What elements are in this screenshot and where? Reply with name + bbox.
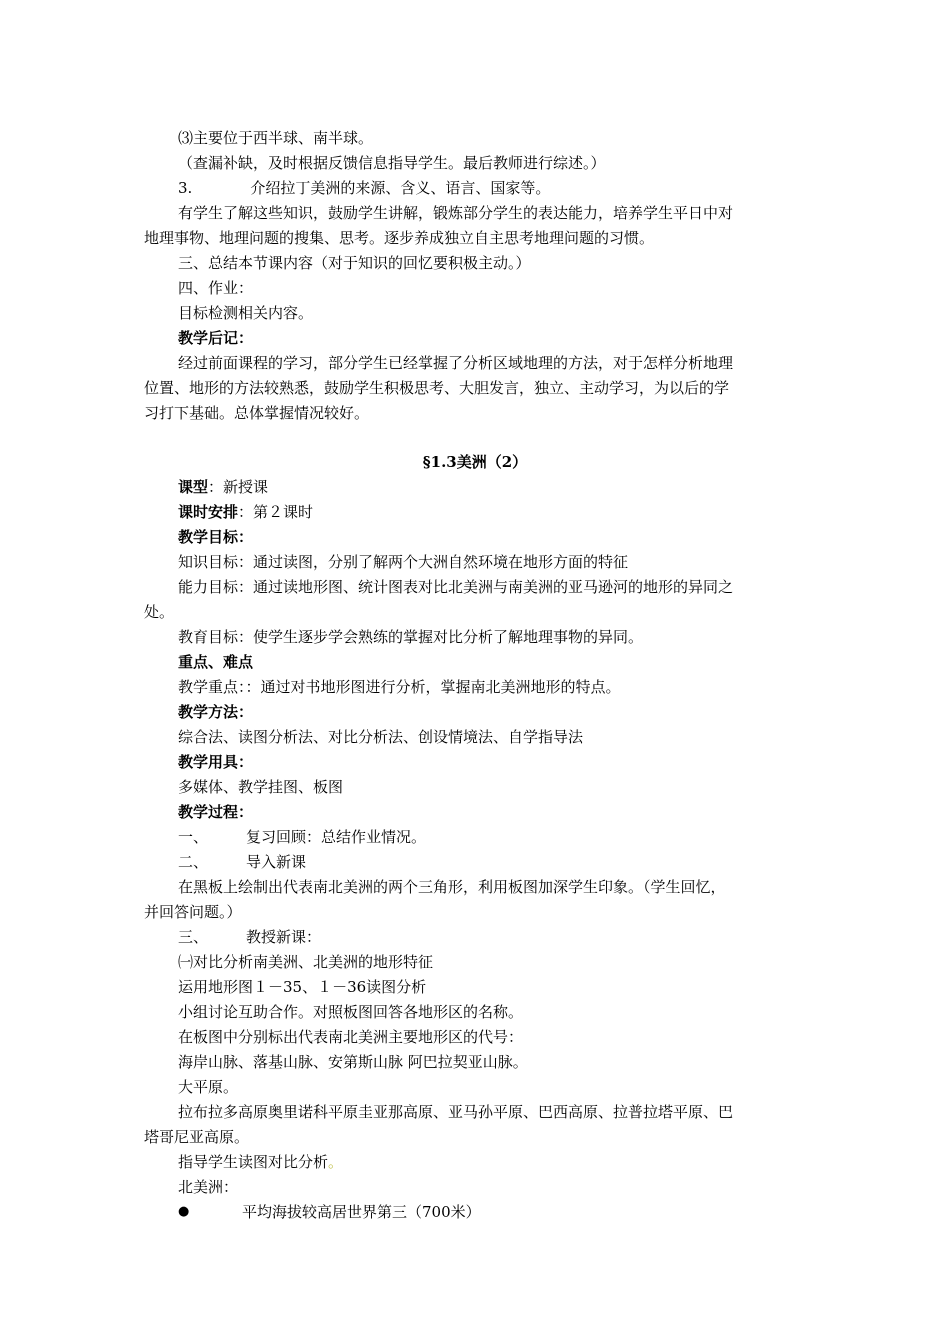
- text-line: 并回答问题。）: [144, 903, 242, 921]
- text-line: ㈠对比分析南美洲、北美洲的地形特征: [178, 953, 434, 971]
- text-line: 地理事物、地理问题的搜集、思考。逐步养成独立自主思考地理问题的习惯。: [144, 229, 655, 247]
- step-number: 一、: [178, 828, 209, 846]
- lesson-type-label: 课型: [178, 478, 209, 496]
- text-line: 拉布拉多高原奥里诺科平原圭亚那高原、亚马孙平原、巴西高原、拉普拉塔平原、巴: [178, 1103, 734, 1121]
- text-line: 多媒体、教学挂图、板图: [178, 778, 344, 796]
- text-fragment: 平均海拔较高居世界第三（700米: [242, 1203, 466, 1221]
- text-fragment: 指导学生读图对比分析: [178, 1153, 329, 1171]
- text-line: 教育目标：使学生逐步学会熟练的掌握对比分析了解地理事物的异同。: [178, 628, 644, 646]
- text-fragment: 。: [328, 1153, 344, 1171]
- text-line: 位置、地形的方法较熟悉，鼓励学生积极思考、大胆发言，独立、主动学习，为以后的学: [144, 379, 730, 397]
- text-line: 海岸山脉、落基山脉、安第斯山脉 阿巴拉契亚山脉。: [178, 1053, 528, 1071]
- key-points-heading: 重点、难点: [178, 653, 254, 671]
- text-line: 四、作业：: [178, 279, 254, 297]
- text-line: 目标检测相关内容。: [178, 304, 314, 322]
- text-line: [178, 877, 726, 897]
- methods-heading: 教学方法：: [178, 703, 254, 721]
- process-step: [178, 827, 426, 847]
- bullet-icon: ●: [178, 1204, 190, 1219]
- section-title: §1.3美洲（2）: [422, 453, 528, 471]
- text-line: 处。: [144, 603, 175, 621]
- step-text: 复习回顾：总结作业情况。: [246, 828, 427, 846]
- step-number: 二、: [178, 853, 209, 871]
- item-number: 3.: [178, 179, 193, 197]
- heading-postscript: 教学后记：: [178, 329, 254, 347]
- text-line: ⑶主要位于西半球、南半球。: [178, 129, 374, 147]
- text-line: 综合法、读图分析法、对比分析法、创设情境法、自学指导法: [178, 728, 584, 746]
- text-line: 塔哥尼亚高原。: [144, 1128, 250, 1146]
- text-line: 在板图中分别标出代表南北美洲主要地形区的代号：: [178, 1028, 524, 1046]
- lesson-hours-value: ：第２课时: [238, 503, 314, 521]
- text-line: 有学生了解这些知识，鼓励学生讲解，锻炼部分学生的表达能力，培养学生平日中对: [178, 204, 734, 222]
- text-line: 三、总结本节课内容（对于知识的回忆要积极主动。）: [178, 254, 531, 272]
- tools-heading: 教学用具：: [178, 753, 254, 771]
- text-line: 能力目标：通过读地形图、统计图表对比北美洲与南美洲的亚马逊河的地形的异同之: [178, 578, 734, 596]
- text-line: 习打下基础。总体掌握情况较好。: [144, 404, 370, 422]
- text-line: 经过前面课程的学习，部分学生已经掌握了分析区域地理的方法，对于怎样分析地理: [178, 354, 734, 372]
- numbered-item: [178, 178, 550, 198]
- process-step: [178, 927, 321, 947]
- text-line: 小组讨论互助合作。对照板图回答各地形区的名称。: [178, 1003, 524, 1021]
- text-line: 教学重点：：通过对书地形图进行分析，掌握南北美洲地形的特点。: [178, 678, 621, 696]
- lesson-type-value: ：新授课: [208, 478, 269, 496]
- text-line: 知识目标：通过读图，分别了解两个大洲自然环境在地形方面的特征: [178, 553, 629, 571]
- text-line: 大平原。: [178, 1078, 239, 1096]
- text-line: 北美洲：: [178, 1178, 239, 1196]
- item-text: 介绍拉丁美洲的来源、含义、语言、国家等。: [250, 179, 551, 197]
- lesson-hours: [178, 502, 313, 522]
- step-text: 导入新课: [246, 853, 307, 871]
- text-fragment: 形，利用板图加深学生印象。（学生回忆，: [448, 878, 726, 896]
- bullet-item: [242, 1202, 481, 1222]
- step-text: 教授新课：: [246, 928, 322, 946]
- text-line: （查漏补缺，及时根据反馈信息指导学生。最后教师进行综述。）: [178, 154, 606, 172]
- text-fragment: ）: [465, 1203, 481, 1221]
- goals-heading: 教学目标：: [178, 528, 254, 546]
- lesson-hours-label: 课时安排: [178, 503, 239, 521]
- text-line: 运用地形图１－35、１－36读图分析: [178, 978, 427, 996]
- text-fragment: 在黑板上绘制出代表南北美洲的两个三角: [178, 878, 449, 896]
- lesson-type: [178, 477, 268, 497]
- step-number: 三、: [178, 928, 209, 946]
- process-step: [178, 852, 306, 872]
- text-line: [178, 1152, 343, 1172]
- process-heading: 教学过程：: [178, 803, 254, 821]
